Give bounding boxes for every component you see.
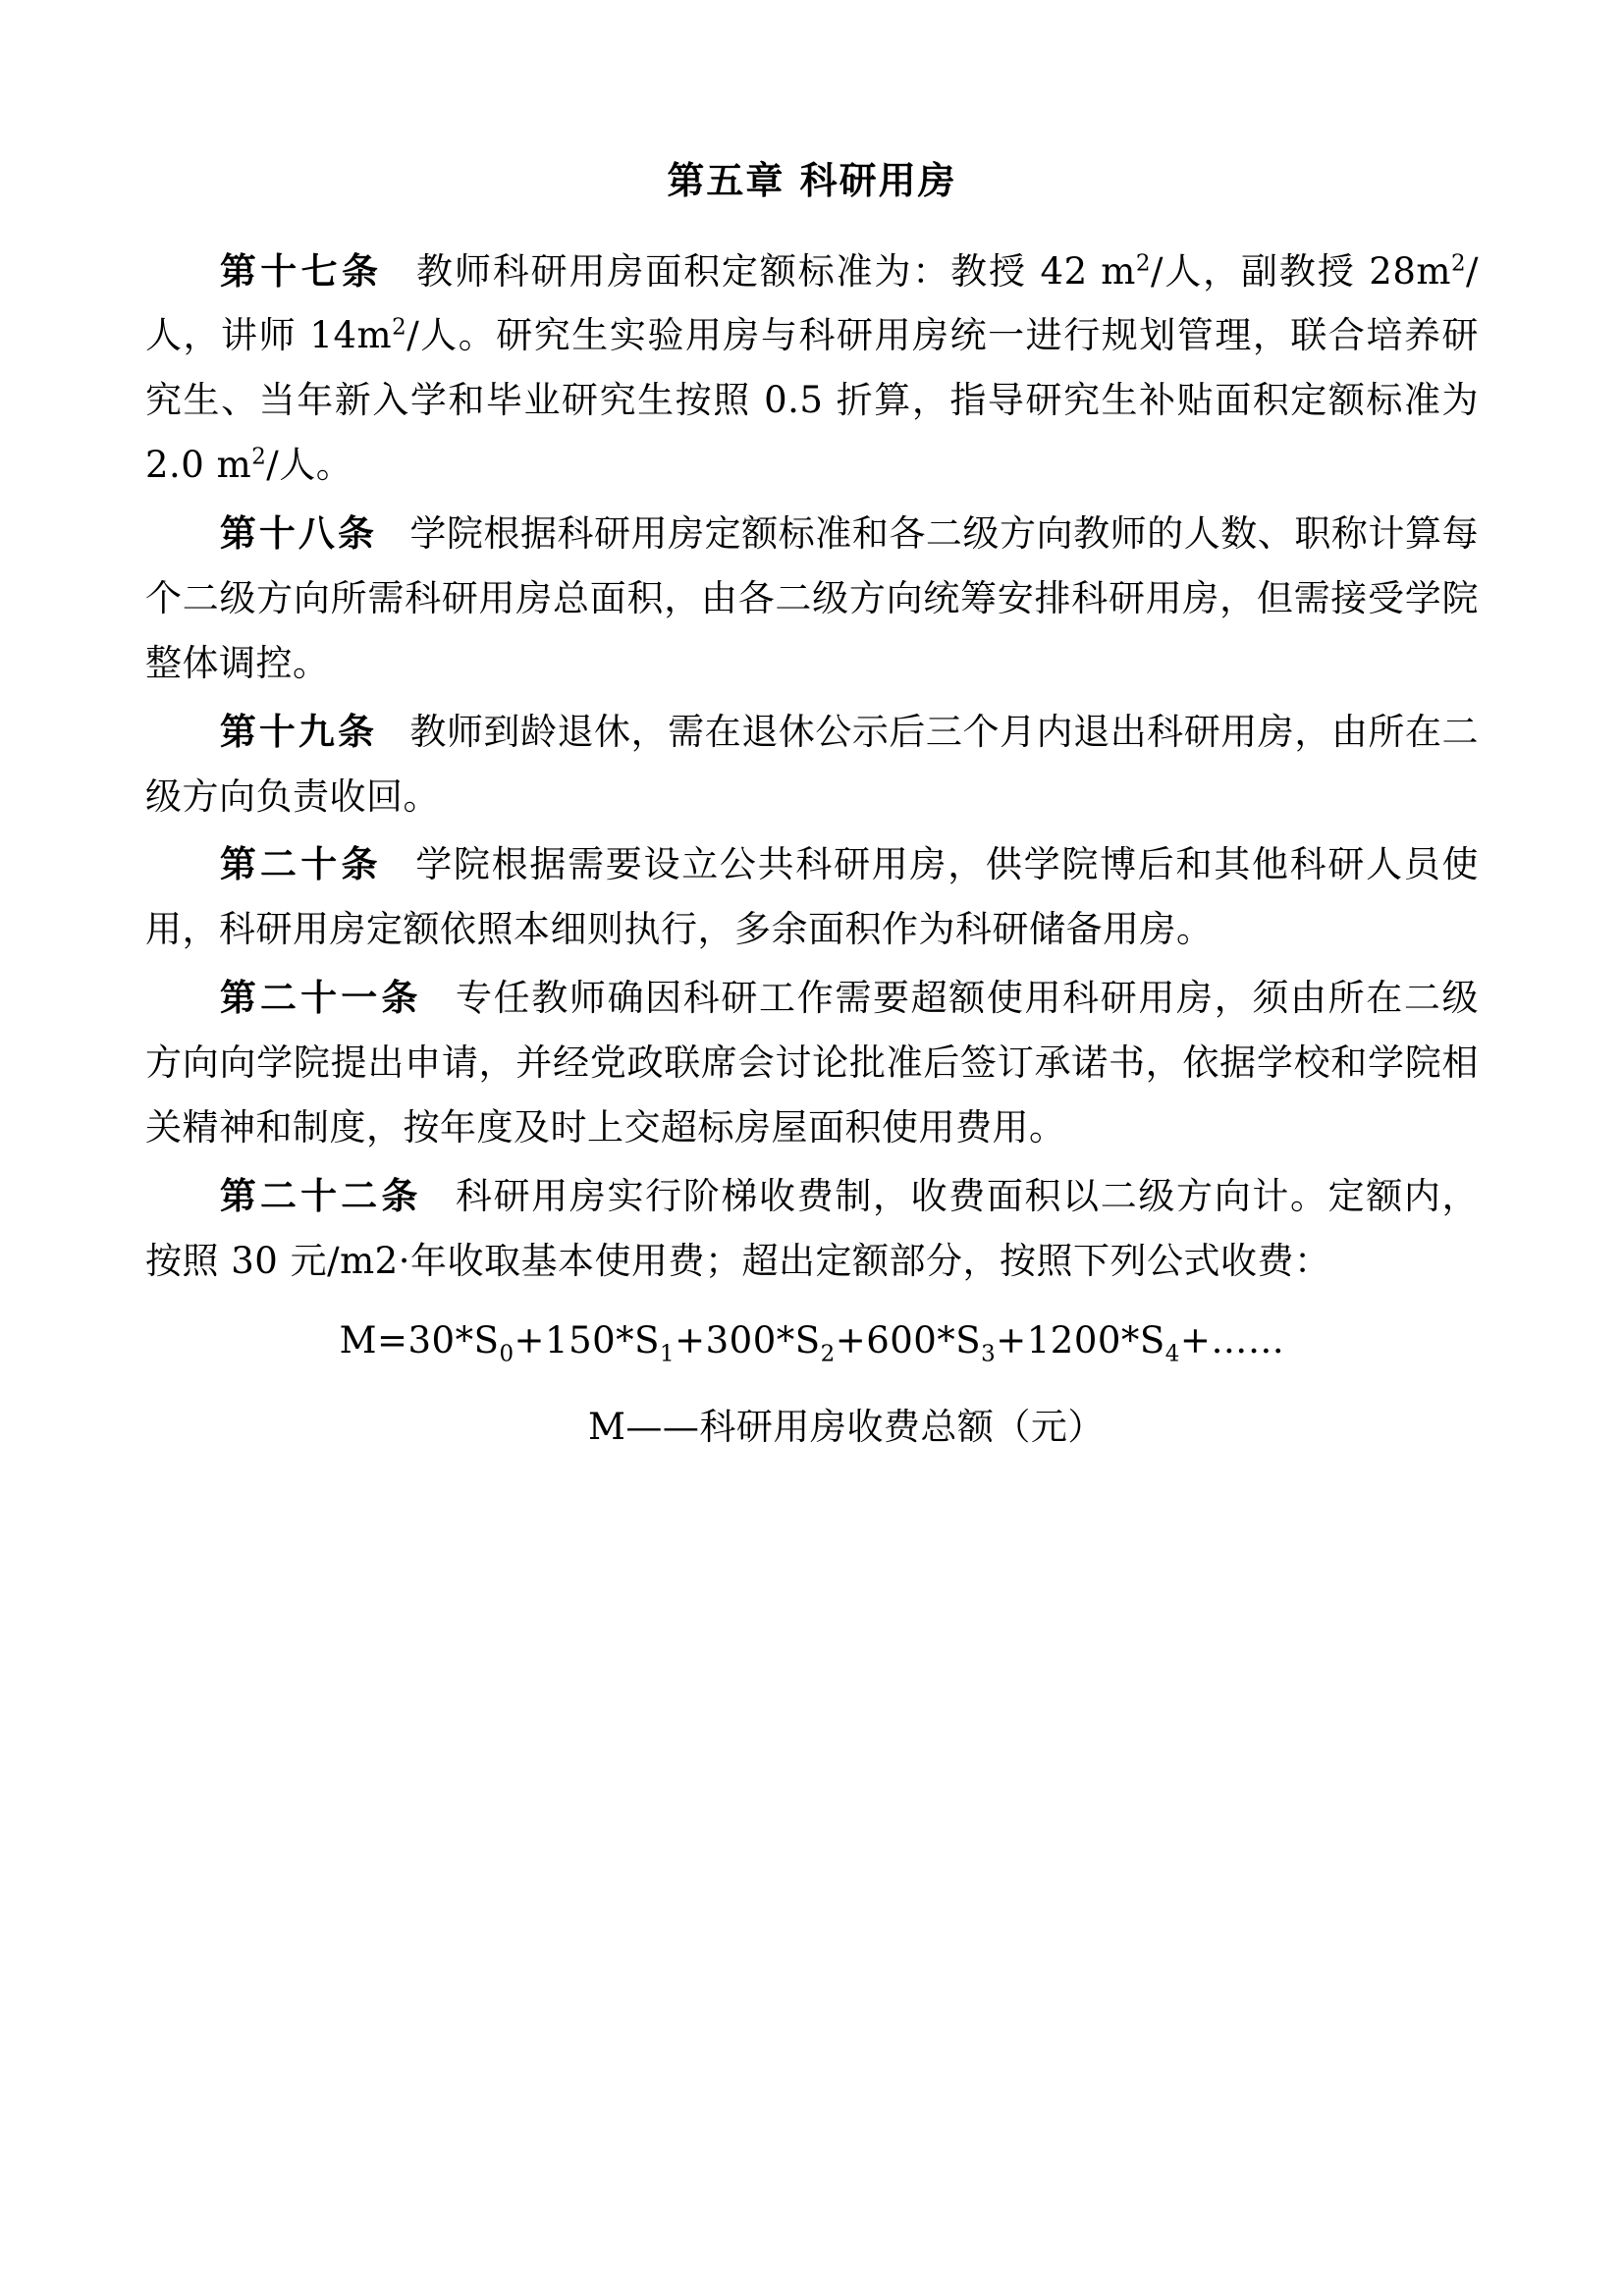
formula-term-1: +150*S — [514, 1319, 661, 1362]
article-text-17-part4: /人。研究生实验用房与科研用房统一进行规划管理，联合培养研究生、当年新入学和毕业研究生按照 0.5 折算，指导研究生补贴面积定额标准为 2.0 m — [145, 314, 1480, 487]
chapter-title: 第五章 科研用房 — [667, 158, 957, 202]
formula-term-2: +300*S — [675, 1319, 821, 1362]
formula-term-4: +1200*S — [996, 1319, 1165, 1362]
formula-term-3: +600*S — [835, 1319, 982, 1362]
article-text-17-part3: /人，讲师 14m — [145, 249, 1480, 357]
formula-sub-0: 0 — [499, 1341, 514, 1367]
fee-formula — [145, 1308, 1479, 1373]
article-text-17-part2: /人，副教授 28m — [1150, 249, 1451, 293]
article-paragraph-17 — [145, 240, 1479, 498]
superscript-17-1: 2 — [1135, 250, 1151, 277]
article-paragraph-19 — [145, 700, 1479, 829]
article-label-22: 第二十二条 — [219, 1173, 422, 1217]
document-body — [145, 147, 1479, 1460]
article-text-21: 专任教师确因科研工作需要超额使用科研用房，须由所在二级方向向学院提出申请，并经党政联席会讨论批准后签订承诺书，依据学校和学院相关精神和制度，按年度及时上交超标房屋面积使用费用。 — [145, 977, 1480, 1148]
formula-sub-3: 3 — [981, 1341, 997, 1367]
article-text-19: 教师到龄退休，需在退休公示后三个月内退出科研用房，由所在二级方向负责收回。 — [145, 710, 1480, 818]
article-label-17: 第十七条 — [219, 248, 383, 293]
article-paragraph-18 — [145, 502, 1479, 696]
article-text-17-part5: /人。 — [266, 444, 353, 487]
article-text-22: 科研用房实行阶梯收费制，收费面积以二级方向计。定额内，按照 30 元/m2·年收取基本使用费；超出定额部分，按照下列公式收费： — [145, 1174, 1480, 1282]
formula-sub-4: 4 — [1164, 1341, 1180, 1367]
superscript-17-4: 2 — [251, 444, 267, 470]
article-label-21: 第二十一条 — [219, 976, 422, 1020]
formula-sub-1: 1 — [660, 1341, 676, 1367]
article-text-18: 学院根据科研用房定额标准和各二级方向教师的人数、职称计算每个二级方向所需科研用房总面积，由各二级方向统筹安排科研用房，但需接受学院整体调控。 — [145, 512, 1480, 684]
formula-term-5: +…… — [1179, 1319, 1285, 1362]
article-label-20: 第二十条 — [219, 842, 382, 886]
article-paragraph-22 — [145, 1164, 1479, 1294]
superscript-17-3: 2 — [392, 315, 407, 342]
article-text-17-part1: 教师科研用房面积定额标准为：教授 42 m — [414, 249, 1136, 293]
article-label-18: 第十八条 — [219, 511, 378, 556]
formula-sub-2: 2 — [820, 1341, 836, 1367]
formula-definition: M——科研用房收费总额（元） — [588, 1406, 1105, 1449]
article-paragraph-20 — [145, 832, 1479, 962]
superscript-17-2: 2 — [1450, 250, 1467, 277]
formula-prefix: M=30*S — [339, 1319, 500, 1362]
article-text-20: 学院根据需要设立公共科研用房，供学院博后和其他科研人员使用，科研用房定额依照本细则执行，多余面积作为科研储备用房。 — [145, 843, 1480, 951]
article-label-19: 第十九条 — [219, 709, 378, 753]
article-paragraph-21 — [145, 966, 1479, 1160]
